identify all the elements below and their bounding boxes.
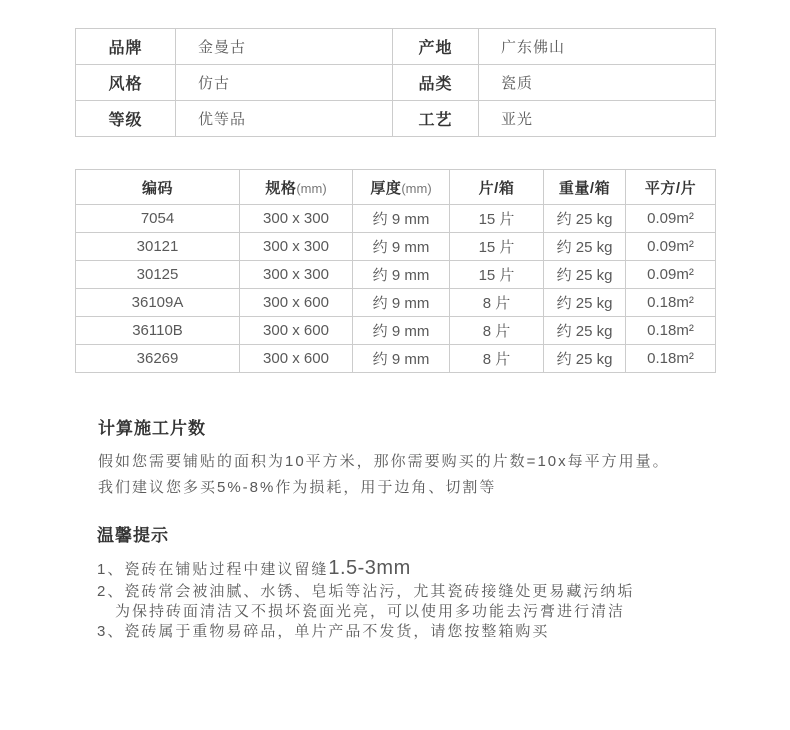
tip-item-3: 3、瓷砖属于重物易碎品，单片产品不发货，请您按整箱购买 — [97, 623, 550, 640]
spec-cell-pieces: 15 片 — [450, 261, 544, 289]
spec-cell-size: 300 x 600 — [240, 317, 353, 345]
spec-header-thickness: 厚度(mm) — [353, 170, 450, 205]
spec-cell-size: 300 x 300 — [240, 261, 353, 289]
spec-cell-area: 0.09m² — [626, 233, 716, 261]
spec-table — [75, 169, 716, 373]
tips-section — [97, 525, 737, 642]
calc-line: 我们建议您多买5%-8%作为损耗，用于边角、切割等 — [98, 479, 497, 496]
spec-cell-code: 36269 — [76, 345, 240, 373]
attribute-label-origin: 产地 — [393, 29, 479, 65]
spec-cell-weight: 约 25 kg — [544, 289, 626, 317]
spec-row — [76, 345, 716, 373]
spec-cell-weight: 约 25 kg — [544, 317, 626, 345]
spec-cell-pieces: 8 片 — [450, 317, 544, 345]
spec-cell-code: 36110B — [76, 317, 240, 345]
spec-row — [76, 205, 716, 233]
spec-header-code: 编码 — [76, 170, 240, 205]
spec-cell-pieces: 15 片 — [450, 205, 544, 233]
spec-cell-code: 30125 — [76, 261, 240, 289]
spec-cell-size: 300 x 600 — [240, 289, 353, 317]
spec-row — [76, 317, 716, 345]
attribute-value-origin: 广东佛山 — [479, 29, 716, 65]
spec-cell-code: 7054 — [76, 205, 240, 233]
attribute-row — [76, 29, 716, 65]
spec-cell-pieces: 8 片 — [450, 289, 544, 317]
tip-item-1-gap-size: 1.5-3mm — [328, 557, 411, 579]
attribute-label-finish: 工艺 — [393, 101, 479, 137]
calc-section — [98, 418, 738, 501]
spec-row — [76, 289, 716, 317]
spec-cell-pieces: 15 片 — [450, 233, 544, 261]
spec-header-pieces-per-box: 片/箱 — [450, 170, 544, 205]
spec-cell-area: 0.09m² — [626, 205, 716, 233]
spec-cell-thickness: 约 9 mm — [353, 205, 450, 233]
spec-cell-thickness: 约 9 mm — [353, 289, 450, 317]
attribute-label-style: 风格 — [76, 65, 176, 101]
spec-cell-area: 0.18m² — [626, 317, 716, 345]
spec-cell-weight: 约 25 kg — [544, 233, 626, 261]
attribute-row — [76, 101, 716, 137]
spec-cell-thickness: 约 9 mm — [353, 345, 450, 373]
attribute-label-grade: 等级 — [76, 101, 176, 137]
spec-row — [76, 261, 716, 289]
spec-cell-weight: 约 25 kg — [544, 261, 626, 289]
spec-cell-weight: 约 25 kg — [544, 205, 626, 233]
spec-header-weight-per-box: 重量/箱 — [544, 170, 626, 205]
tips-section-title: 温馨提示 — [97, 526, 169, 545]
spec-cell-size: 300 x 300 — [240, 233, 353, 261]
product-attributes-table — [75, 28, 716, 137]
spec-row — [76, 233, 716, 261]
spec-cell-area: 0.09m² — [626, 261, 716, 289]
spec-cell-pieces: 8 片 — [450, 345, 544, 373]
spec-cell-thickness: 约 9 mm — [353, 317, 450, 345]
spec-cell-code: 36109A — [76, 289, 240, 317]
spec-cell-thickness: 约 9 mm — [353, 261, 450, 289]
spec-cell-thickness: 约 9 mm — [353, 233, 450, 261]
spec-cell-size: 300 x 300 — [240, 205, 353, 233]
attribute-value-category: 瓷质 — [479, 65, 716, 101]
calc-section-title: 计算施工片数 — [98, 419, 206, 438]
tip-item-1 — [97, 556, 737, 582]
tips-list — [97, 556, 737, 642]
spec-cell-area: 0.18m² — [626, 289, 716, 317]
spec-header-area-per-piece: 平方/片 — [626, 170, 716, 205]
spec-cell-code: 30121 — [76, 233, 240, 261]
spec-header-size: 规格(mm) — [240, 170, 353, 205]
attribute-value-brand: 金曼古 — [176, 29, 393, 65]
spec-cell-size: 300 x 600 — [240, 345, 353, 373]
attribute-value-style: 仿古 — [176, 65, 393, 101]
attribute-row — [76, 65, 716, 101]
tip-item-2: 2、瓷砖常会被油腻、水锈、皂垢等沾污，尤其瓷砖接缝处更易藏污纳垢 — [97, 583, 635, 600]
spec-cell-weight: 约 25 kg — [544, 345, 626, 373]
attribute-label-category: 品类 — [393, 65, 479, 101]
attribute-value-finish: 亚光 — [479, 101, 716, 137]
tip-item-2-continuation: 为保持砖面清洁又不损坏瓷面光亮，可以使用多功能去污膏进行清洁 — [115, 603, 626, 620]
tip-item-1-text: 1、瓷砖在铺贴过程中建议留缝 — [97, 561, 329, 578]
spec-header-row — [76, 170, 716, 205]
spec-cell-area: 0.18m² — [626, 345, 716, 373]
attribute-label-brand: 品牌 — [76, 29, 176, 65]
calc-line: 假如您需要铺贴的面积为10平方米，那你需要购买的片数=10x每平方用量。 — [98, 453, 670, 470]
attribute-value-grade: 优等品 — [176, 101, 393, 137]
